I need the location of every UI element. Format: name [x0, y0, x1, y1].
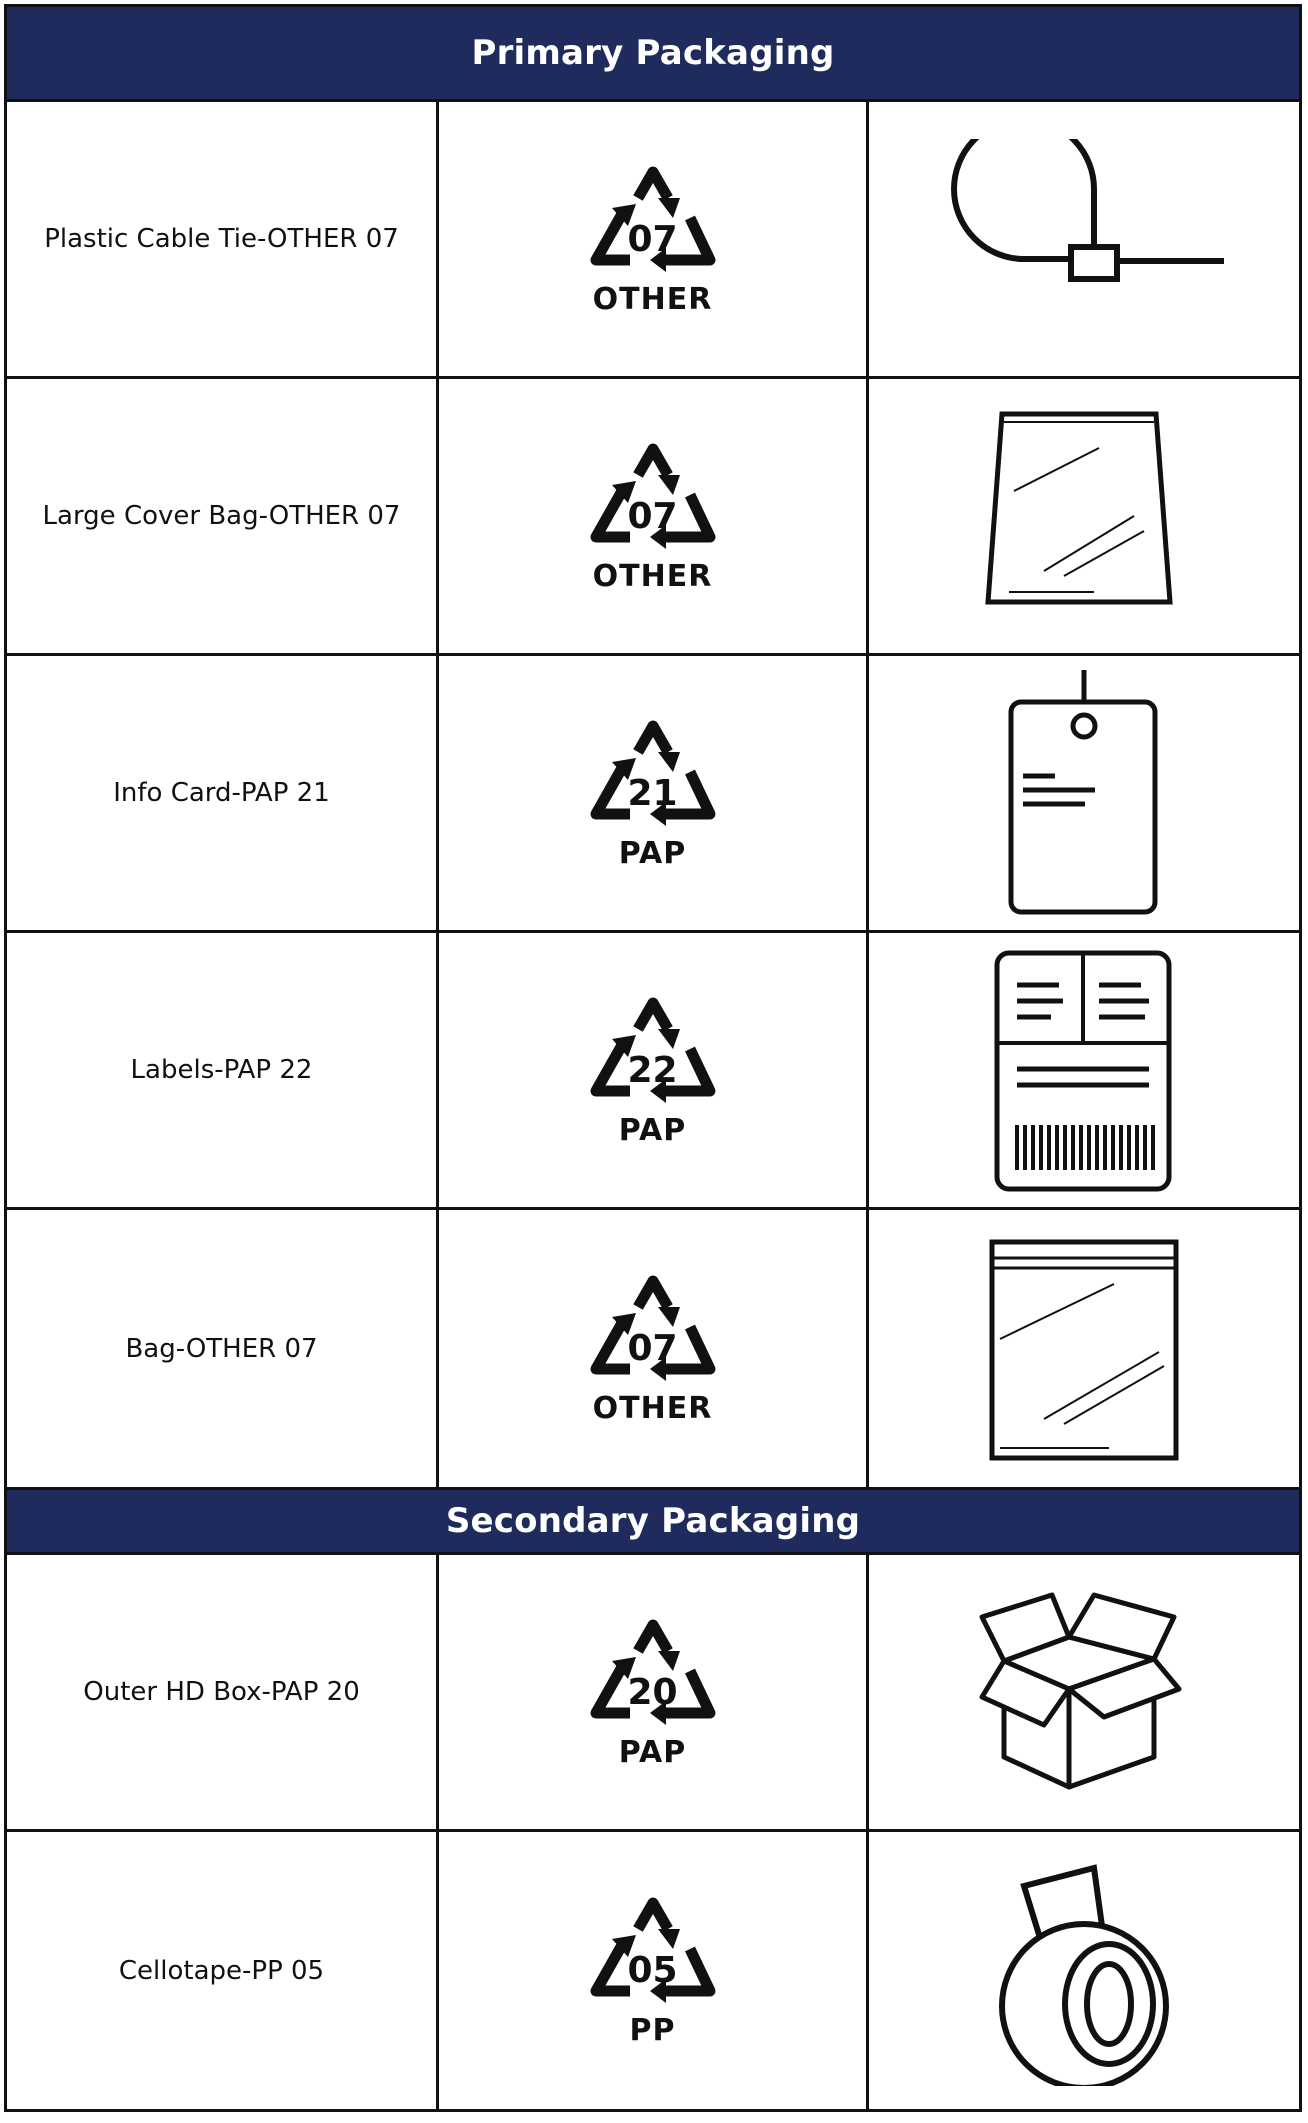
recycle-material: PAP: [618, 835, 687, 871]
recycle-material: OTHER: [592, 558, 713, 594]
item-name: Bag-OTHER 07: [125, 1333, 318, 1364]
table-row: [7, 1832, 1299, 2109]
recycle-code: 20: [627, 1671, 678, 1713]
recycle-triangle-icon: [578, 1615, 728, 1739]
tape-roll-icon: [984, 1856, 1184, 2086]
recycle-code: 07: [627, 218, 678, 260]
label-icon: [989, 945, 1179, 1195]
box-icon: [974, 1577, 1194, 1807]
cover-bag-icon: [984, 406, 1184, 626]
recycle-triangle-icon: [578, 993, 728, 1117]
item-name: Plastic Cable Tie-OTHER 07: [44, 224, 399, 254]
table-row: [7, 379, 1299, 656]
recycle-triangle-icon: [578, 1893, 728, 2017]
recycle-symbol: [578, 162, 728, 317]
hang-tag-icon: [999, 668, 1169, 918]
packaging-table: [4, 4, 1302, 2112]
secondary-packaging-title: Secondary Packaging: [445, 1501, 861, 1541]
table-row: [7, 1210, 1299, 1487]
item-name: Outer HD Box-PAP 20: [83, 1677, 360, 1707]
recycle-code: 07: [627, 1328, 678, 1369]
recycle-material: PP: [629, 2013, 676, 2048]
table-row: [7, 656, 1299, 933]
item-name: Large Cover Bag-OTHER 07: [42, 501, 401, 531]
item-name: Cellotape-PP 05: [118, 1955, 325, 1986]
zip-bag-icon: [984, 1234, 1184, 1464]
table-row: [7, 1555, 1299, 1832]
recycle-symbol: [578, 1893, 728, 2048]
recycle-code: 21: [627, 772, 678, 814]
table-row: [7, 933, 1299, 1210]
table-row: [7, 102, 1299, 379]
recycle-code: 05: [627, 1950, 678, 1991]
recycle-material: PAP: [618, 1734, 687, 1770]
recycle-code: 22: [627, 1049, 678, 1091]
recycle-triangle-icon: [578, 439, 728, 563]
recycle-triangle-icon: [578, 716, 728, 840]
recycle-code: 07: [627, 495, 678, 537]
recycle-symbol: [578, 993, 728, 1148]
recycle-material: OTHER: [592, 281, 713, 317]
primary-packaging-header: [7, 7, 1299, 102]
recycle-triangle-icon: [578, 162, 728, 286]
recycle-material: OTHER: [592, 1391, 713, 1426]
recycle-triangle-icon: [578, 1271, 728, 1395]
recycle-symbol: [578, 1271, 728, 1426]
recycle-material: PAP: [618, 1112, 687, 1148]
cable-tie-icon: [924, 139, 1244, 339]
item-name: Info Card-PAP 21: [113, 778, 330, 808]
recycle-symbol: [578, 439, 728, 594]
primary-packaging-title: Primary Packaging: [471, 33, 835, 73]
recycle-symbol: [578, 716, 728, 871]
secondary-packaging-header: [7, 1487, 1299, 1555]
item-name: Labels-PAP 22: [130, 1055, 313, 1085]
recycle-symbol: [578, 1615, 728, 1770]
